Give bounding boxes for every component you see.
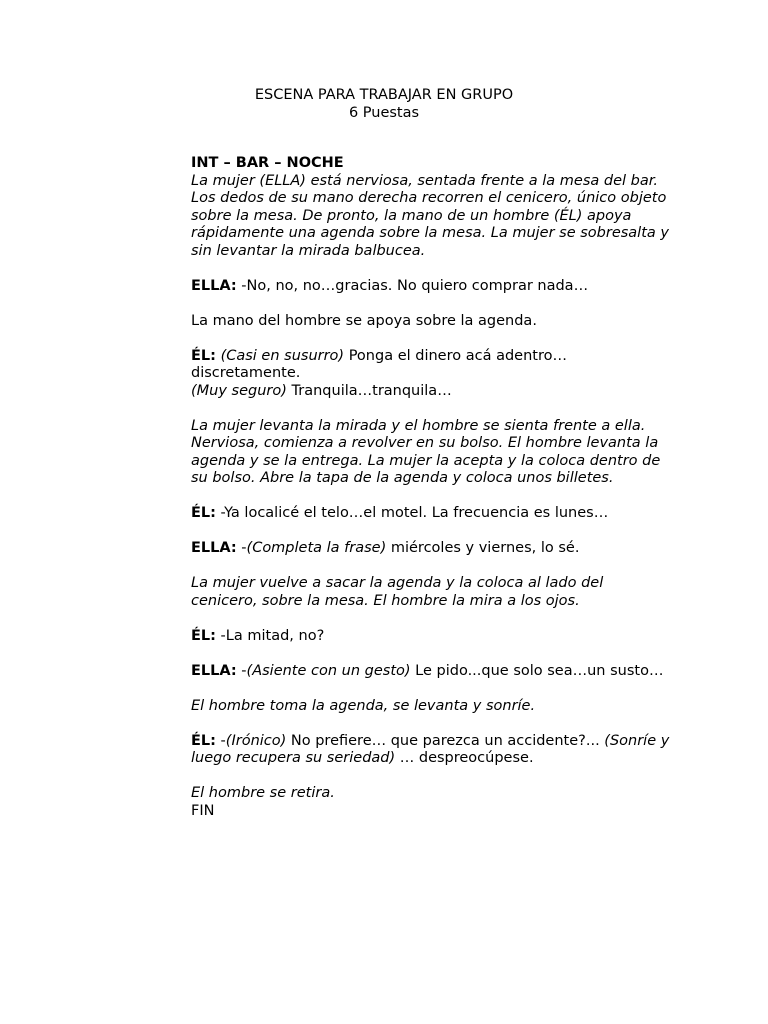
dialogue-text: -No, no, no…gracias. No quiero comprar nada…	[236, 277, 589, 294]
dialogue-dash: -	[236, 540, 247, 556]
speaker-name: ÉL:	[191, 347, 216, 364]
dialogue-text: … despreocúpese.	[395, 750, 534, 766]
scene-heading: INT – BAR – NOCHE	[191, 155, 344, 171]
parenthetical: (Sonríe y luego recupera su seriedad)	[191, 732, 670, 766]
speaker-name: ÉL:	[191, 627, 216, 644]
dialogue-line	[191, 278, 671, 296]
dialogue-text: No prefiere… que parezca un accidente?...	[286, 732, 605, 749]
action-paragraph: La mujer levanta la mirada y el hombre se sienta frente a ella. Nerviosa, comienza a revolver en su bolso. El hombre levanta la agenda y se la entrega. La mujer la acepta y la coloca dentro de su bolso. Abre la tapa de la agenda y coloca unos billetes.	[191, 417, 661, 486]
dialogue-line	[191, 348, 671, 401]
dialogue-dash: -	[215, 732, 226, 749]
parenthetical: (Asiente con un gesto)	[246, 662, 411, 679]
speaker-name: ÉL:	[191, 732, 216, 749]
dialogue-line	[191, 628, 671, 646]
end-marker: FIN	[191, 802, 215, 819]
dialogue-line	[191, 733, 671, 768]
speaker-name: ÉL:	[191, 505, 216, 521]
dialogue-text: -La mitad, no?	[215, 627, 325, 644]
dialogue-text: miércoles y viernes, lo sé.	[386, 540, 580, 556]
parenthetical: (Completa la frase)	[246, 540, 387, 556]
speaker-name: ELLA:	[191, 662, 237, 679]
dialogue-text: Ponga el dinero acá adentro… discretamente.	[191, 347, 567, 381]
dialogue-line	[191, 505, 671, 523]
speaker-name: ELLA:	[191, 277, 237, 294]
speaker-name: ELLA:	[191, 540, 237, 556]
parenthetical: (Muy seguro)	[191, 382, 287, 399]
script-body	[191, 155, 671, 838]
parenthetical: (Irónico)	[225, 732, 287, 749]
plain-paragraph: La mano del hombre se apoya sobre la agenda.	[191, 312, 537, 329]
dialogue-line	[191, 540, 671, 558]
dialogue-text: Tranquila…tranquila…	[286, 382, 452, 399]
dialogue-line	[191, 663, 671, 681]
action-paragraph: El hombre toma la agenda, se levanta y sonríe.	[191, 697, 536, 714]
dialogue-text: Le pido...que solo sea…un susto…	[410, 662, 664, 679]
action-paragraph: La mujer vuelve a sacar la agenda y la coloca al lado del cenicero, sobre la mesa. El hombre la mira a los ojos.	[191, 575, 604, 609]
document-subtitle: 6 Puestas	[348, 105, 420, 121]
dialogue-text: -Ya localicé el telo…el motel. La frecuencia es lunes…	[215, 505, 609, 521]
action-paragraph: El hombre se retira.	[191, 785, 335, 801]
action-paragraph: La mujer (ELLA) está nerviosa, sentada frente a la mesa del bar. Los dedos de su mano derecha recorren el cenicero, único objeto sobre la mesa. De pronto, la mano de un hombre (ÉL) apoya rápidamente una agenda sobre la mesa. La mujer se sobresalta y sin levantar la mirada balbucea.	[191, 172, 669, 259]
parenthetical: (Casi en susurro)	[220, 347, 345, 364]
dialogue-dash: -	[236, 662, 247, 679]
document-title: ESCENA PARA TRABAJAR EN GRUPO	[254, 87, 514, 103]
